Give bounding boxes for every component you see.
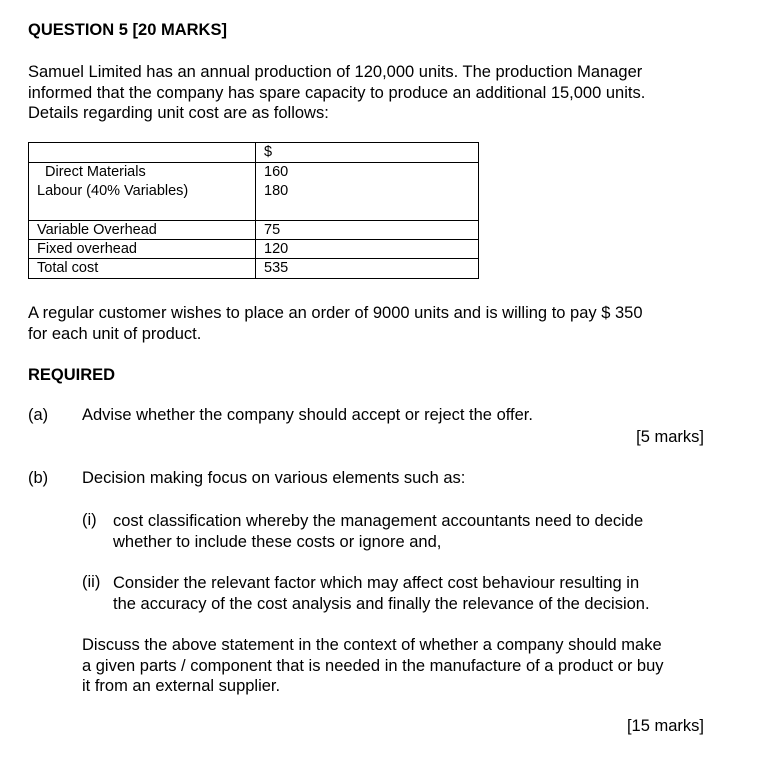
- sub-i-label: (i): [82, 511, 97, 529]
- item-variable-overhead: Variable Overhead: [29, 221, 255, 240]
- table-row: [29, 163, 479, 221]
- intro-line: Samuel Limited has an annual production of 120,000 units. The production Manager: [28, 63, 643, 81]
- intro-paragraph: [28, 62, 718, 124]
- part-b-label: (b): [28, 469, 49, 487]
- item-cell: [29, 221, 256, 279]
- table-header-row: [29, 143, 479, 163]
- discuss-line: it from an external supplier.: [82, 677, 281, 695]
- part-a-text: Advise whether the company should accept or reject the offer.: [82, 406, 533, 424]
- cost-variable-overhead: 75: [256, 221, 478, 240]
- sub-i-line: cost classification whereby the management accountants need to decide: [113, 512, 644, 530]
- cost-cell: [256, 221, 479, 279]
- question-title: QUESTION 5 [20 MARKS]: [28, 21, 227, 39]
- sub-ii-line: the accuracy of the cost analysis and finally the relevance of the decision.: [113, 594, 650, 613]
- intro-line: informed that the company has spare capacity to produce an additional 15,000 units.: [28, 83, 646, 102]
- part-a-marks: [5 marks]: [636, 428, 704, 446]
- sub-i-text: [113, 511, 643, 552]
- table-row: [29, 221, 479, 279]
- discuss-paragraph: [82, 635, 664, 697]
- cost-total: 535: [264, 260, 289, 276]
- part-b-marks: [15 marks]: [626, 717, 704, 735]
- intro-line: Details regarding unit cost are as follows:: [28, 104, 329, 122]
- item-fixed-overhead: Fixed overhead: [29, 240, 255, 259]
- order-line: A regular customer wishes to place an order of 9000 units and is willing to pay $ 350: [28, 304, 643, 322]
- item-labour: Labour (40% Variables): [37, 183, 189, 199]
- item-direct-materials: Direct Materials: [45, 164, 146, 180]
- cost-cell: [256, 163, 479, 221]
- cost-direct-materials: 160: [264, 164, 289, 180]
- unit-cost-table: [28, 142, 479, 279]
- cost-fixed-overhead: 120: [256, 240, 478, 259]
- part-a-label: (a): [28, 406, 49, 424]
- sub-ii-text: [113, 573, 650, 614]
- sub-ii-label: (ii): [82, 573, 101, 591]
- currency-header: $: [256, 143, 479, 163]
- discuss-line: a given parts / component that is needed in the manufacture of a product or buy: [82, 656, 664, 675]
- header-item-cell: [29, 143, 256, 163]
- cost-labour: 180: [264, 183, 289, 199]
- sub-i-line: whether to include these costs or ignore and,: [113, 532, 442, 551]
- discuss-line: Discuss the above statement in the context of whether a company should make: [82, 636, 662, 654]
- order-paragraph: [28, 303, 718, 344]
- sub-ii-line: Consider the relevant factor which may affect cost behaviour resulting in: [113, 574, 640, 592]
- item-total-cost: Total cost: [37, 260, 99, 276]
- item-cell: [29, 163, 256, 221]
- part-b-text: Decision making focus on various elements such as:: [82, 469, 466, 487]
- required-heading: REQUIRED: [28, 366, 116, 384]
- order-line: for each unit of product.: [28, 324, 202, 343]
